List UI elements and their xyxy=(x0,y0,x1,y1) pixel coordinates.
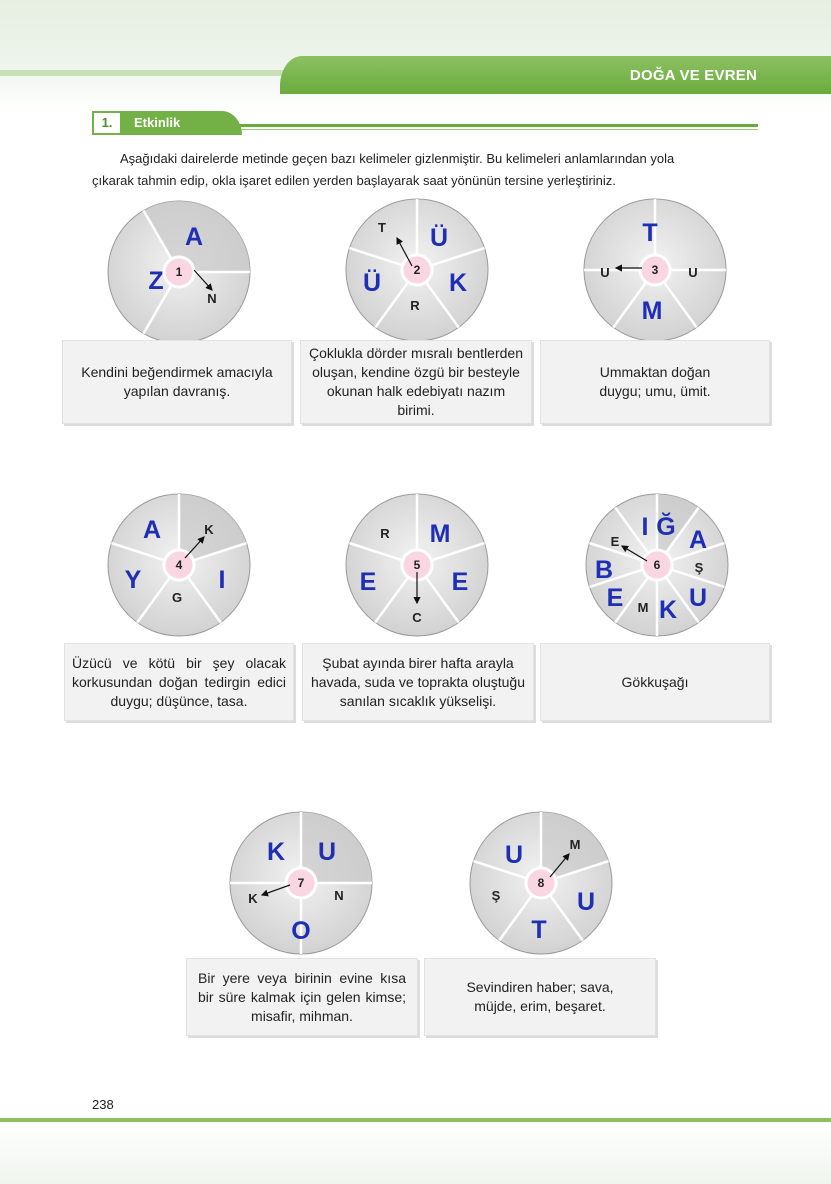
wheel-letter: M xyxy=(429,520,451,548)
wheel-letter: A xyxy=(184,223,204,251)
wheel-letter: M xyxy=(569,837,581,852)
wheel-letter: K xyxy=(204,522,214,537)
wheel-letter: K xyxy=(266,838,286,866)
wheel-letter: T xyxy=(642,219,658,247)
instruction-line-1: Aşağıdaki dairelerde metinde geçen bazı kelimeler gizlenmiştir. Bu kelimeleri anlamlarından yola xyxy=(120,151,675,166)
wheel-6 xyxy=(582,491,732,641)
wheel-number: 6 xyxy=(653,558,661,572)
wheel-8 xyxy=(466,809,616,959)
wheel-letter: U xyxy=(576,888,596,916)
wheel-1 xyxy=(104,198,254,348)
definition-2 xyxy=(300,340,532,424)
wheel-7-graphic xyxy=(226,809,376,959)
wheel-letter: Ş xyxy=(491,888,501,903)
wheel-letter: U xyxy=(317,838,337,866)
wheel-letter: A xyxy=(688,526,708,554)
footer-band xyxy=(0,1122,831,1184)
wheel-letter: R xyxy=(410,298,420,313)
wheel-letter: M xyxy=(637,600,649,615)
definition-7 xyxy=(186,958,418,1036)
wheel-4-graphic xyxy=(104,491,254,641)
unit-title: DOĞA VE EVREN xyxy=(629,67,757,84)
wheel-7 xyxy=(226,809,376,959)
wheel-letter: Y xyxy=(124,566,142,594)
wheel-letter: A xyxy=(142,516,162,544)
wheel-letter: N xyxy=(334,888,344,903)
definition-8 xyxy=(424,958,656,1036)
wheel-8-graphic xyxy=(466,809,616,959)
wheel-letter: Ü xyxy=(362,269,382,297)
header-line xyxy=(0,70,300,76)
wheel-number: 1 xyxy=(175,265,183,279)
definition-text: Ummaktan doğan duygu; umu, ümit. xyxy=(599,364,711,399)
wheel-letter: K xyxy=(248,891,258,906)
wheel-letter: R xyxy=(380,526,390,541)
wheel-number: 5 xyxy=(413,558,421,572)
activity-title: Etkinlik xyxy=(134,115,181,130)
wheel-2-graphic xyxy=(342,196,492,346)
wheel-2 xyxy=(342,196,492,346)
wheel-letter: U xyxy=(688,265,698,280)
definition-text: Çoklukla dörder mısralı bentlerden oluşan, kendine özgü bir besteyle okunan halk edebiyatı nazım birimi. xyxy=(309,345,523,418)
wheel-letter: G xyxy=(171,590,183,605)
wheel-letter: C xyxy=(412,610,422,625)
instruction-line-2: çıkarak tahmin edip, okla işaret edilen yerden başlayarak saat yönünün tersine yerleştiriniz. xyxy=(92,173,616,188)
wheel-3-graphic xyxy=(580,196,730,346)
wheel-number: 4 xyxy=(175,558,183,572)
wheel-letter: I xyxy=(218,566,226,594)
wheel-letter: Ğ xyxy=(656,513,676,541)
wheel-4 xyxy=(104,491,254,641)
definition-3 xyxy=(540,340,770,424)
activity-rule-thin xyxy=(240,129,758,130)
wheel-number: 8 xyxy=(537,876,545,890)
wheel-number: 3 xyxy=(651,263,659,277)
wheel-letter: O xyxy=(291,917,311,945)
wheel-letter: U xyxy=(688,584,708,612)
wheel-letter: I xyxy=(641,513,649,541)
definition-text: Gökkuşağı xyxy=(621,673,689,690)
activity-number: 1. xyxy=(94,113,120,133)
definition-text: Kendini beğendirmek amacıyla yapılan davranış. xyxy=(81,364,273,399)
wheel-letter: U xyxy=(600,265,610,280)
wheel-5-graphic xyxy=(342,491,492,641)
wheel-letter: K xyxy=(448,269,468,297)
page-number: 238 xyxy=(92,1097,114,1112)
wheel-letter: K xyxy=(658,596,678,624)
wheel-letter: E xyxy=(359,568,377,596)
wheel-letter: Ü xyxy=(429,224,449,252)
wheel-letter: Ş xyxy=(694,560,704,575)
wheel-letter: U xyxy=(504,841,524,869)
definition-text: Sevindiren haber; sava, müjde, erim, beşaret. xyxy=(466,979,614,1014)
wheel-letter: Z xyxy=(148,267,164,295)
wheel-letter: E xyxy=(451,568,469,596)
definition-4 xyxy=(64,643,294,721)
wheel-letter: B xyxy=(594,556,614,584)
wheel-letter: N xyxy=(207,291,217,306)
wheel-letter: E xyxy=(610,534,620,549)
wheel-number: 7 xyxy=(297,876,305,890)
wheel-5 xyxy=(342,491,492,641)
definition-5 xyxy=(302,643,534,721)
wheel-number: 2 xyxy=(413,263,421,277)
instructions xyxy=(92,148,752,192)
definition-text: Üzücü ve kötü bir şey olacak korkusundan doğan tedirgin edici duygu; düşünce, tasa. xyxy=(72,654,286,709)
wheel-letter: E xyxy=(606,584,624,612)
wheel-letter: T xyxy=(378,220,386,235)
definition-1 xyxy=(62,340,292,424)
definition-text: Şubat ayında birer hafta arayla havada, suda ve toprakta oluştuğu sanılan sıcaklık yükselişi. xyxy=(310,654,526,709)
wheel-6-graphic xyxy=(582,491,732,641)
definition-6 xyxy=(540,643,770,721)
wheel-1-graphic xyxy=(104,198,254,348)
definition-text: Bir yere veya birinin evine kısa bir süre kalmak için gelen kimse; misafir, mihman. xyxy=(198,969,406,1024)
wheel-3 xyxy=(580,196,730,346)
wheel-letter: M xyxy=(641,297,663,325)
wheel-letter: T xyxy=(531,916,547,944)
